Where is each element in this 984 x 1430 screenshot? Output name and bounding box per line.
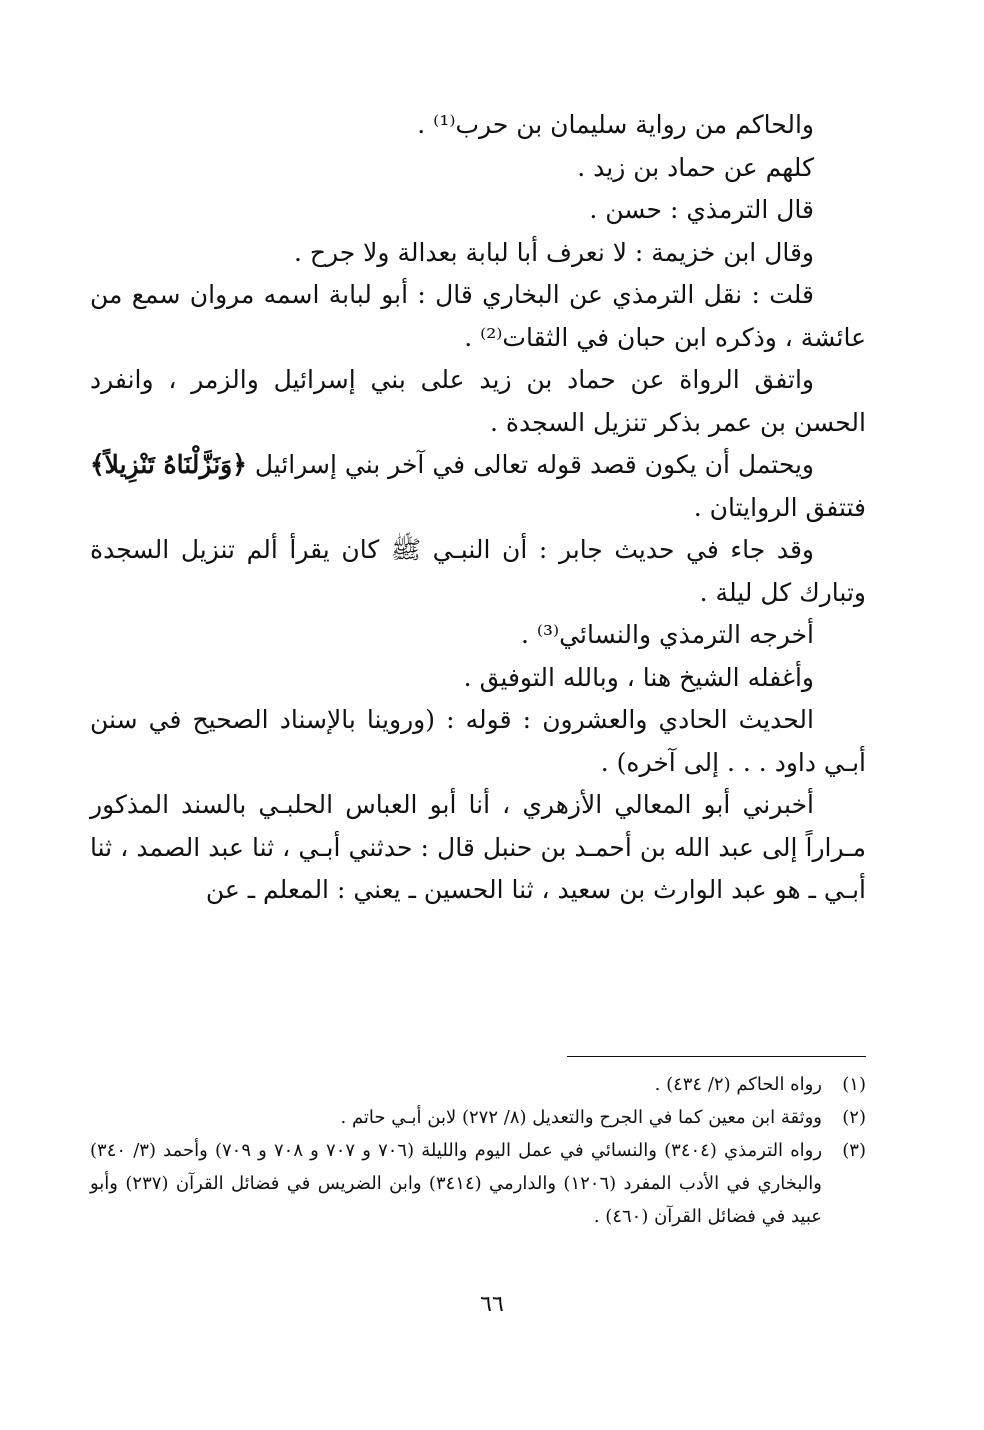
footnote-number: (٣) [842, 1140, 866, 1161]
paragraph-ibn-khuzaymah: وقال ابن خزيمة : لا نعرف أبا لبابة بعدالة ولا جرح . [293, 237, 814, 267]
paragraph-abu-lubabah: قلت : نقل الترمذي عن البخاري قال : أبو لبابة اسمه مروان سمع من عائشة ، وذكره ابن حبان في الثقات⁽²⁾ . [90, 280, 866, 352]
footnote-2 [90, 1101, 866, 1134]
paragraph-jabir-hadith: وقد جاء في حديث جابر : أن النبـي ﷺ كان يقرأ ألم تنزيل السجدة وتبارك كل ليلة . [90, 535, 866, 607]
paragraph-tirmidhi-hasan: قال الترمذي : حسن . [589, 195, 814, 224]
footnote-1 [90, 1068, 866, 1101]
paragraph-hadith-21-heading: الحديث الحادي والعشرون : قوله : (وروينا بالإسناد الصحيح في سنن أبـي داود . . . إلى آخره) . [90, 705, 866, 777]
quran-intro-text: ويحتمل أن يكون قصد قوله تعالى في آخر بني إسرائيل [254, 450, 815, 479]
footnote-number: (٢) [842, 1107, 866, 1128]
footnote-number: (١) [842, 1074, 866, 1095]
quran-verse-text: ﴿وَنَزَّلْنَاهُ تَنْزِيلاً﴾ [90, 450, 247, 479]
footnote-3 [90, 1134, 866, 1233]
paragraph-hammad: كلهم عن حماد بن زيد . [577, 152, 814, 182]
paragraph-narrators-agree: واتفق الرواة عن حماد بن زيد على بني إسرائيل والزمر ، وانفرد الحسن بن عمر بذكر تنزيل السجدة . [90, 365, 866, 437]
paragraph-quran-verse [90, 444, 866, 529]
paragraph-hakim: والحاكم من رواية سليمان بن حرب⁽¹⁾ . [417, 110, 814, 139]
main-text-body [90, 104, 866, 912]
quran-outro-text: فتتفق الروايتان . [693, 492, 866, 522]
footnote-text: ووثقة ابن معين كما في الجرح والتعديل (٨/ ٢٧٢) لابن أبـي حاتم . [340, 1107, 822, 1128]
footnote-separator [567, 1056, 866, 1057]
footnotes-section [90, 1068, 866, 1233]
page-number: ٦٦ [480, 1292, 504, 1317]
paragraph-isnad: أخبرني أبو المعالي الأزهري ، أنا أبو العباس الحلبـي بالسند المذكور مـراراً إلى عبد الله بن أحمـد بن حنبل قال : حدثني أبـي ، ثنا عبد الصمد ، ثنا أبـي ـ هو عبد الوارث بن سعيد ، ثنا الحسين ـ يعني : المعلم ـ عن [90, 790, 866, 904]
paragraph-takhrij: أخرجه الترمذي والنسائي⁽³⁾ . [520, 620, 814, 649]
paragraph-omitted: وأغفله الشيخ هنا ، وبالله التوفيق . [463, 662, 814, 692]
footnote-text: رواه الترمذي (٣٤٠٤) والنسائي في عمل اليوم والليلة (٧٠٦ و ٧٠٧ و ٧٠٨ و ٧٠٩) وأحمد (٣/ ٣٤٠) والبخاري في الأدب المفرد (١٢٠٦) والدارمي (٣٤١٤) وابن الضريس في فضائل القرآن (٢٣٧) وأبو عبيد في فضائل القرآن (٤٦٠) . [90, 1140, 823, 1227]
footnote-text: رواه الحاكم (٢/ ٤٣٤) . [654, 1074, 822, 1095]
